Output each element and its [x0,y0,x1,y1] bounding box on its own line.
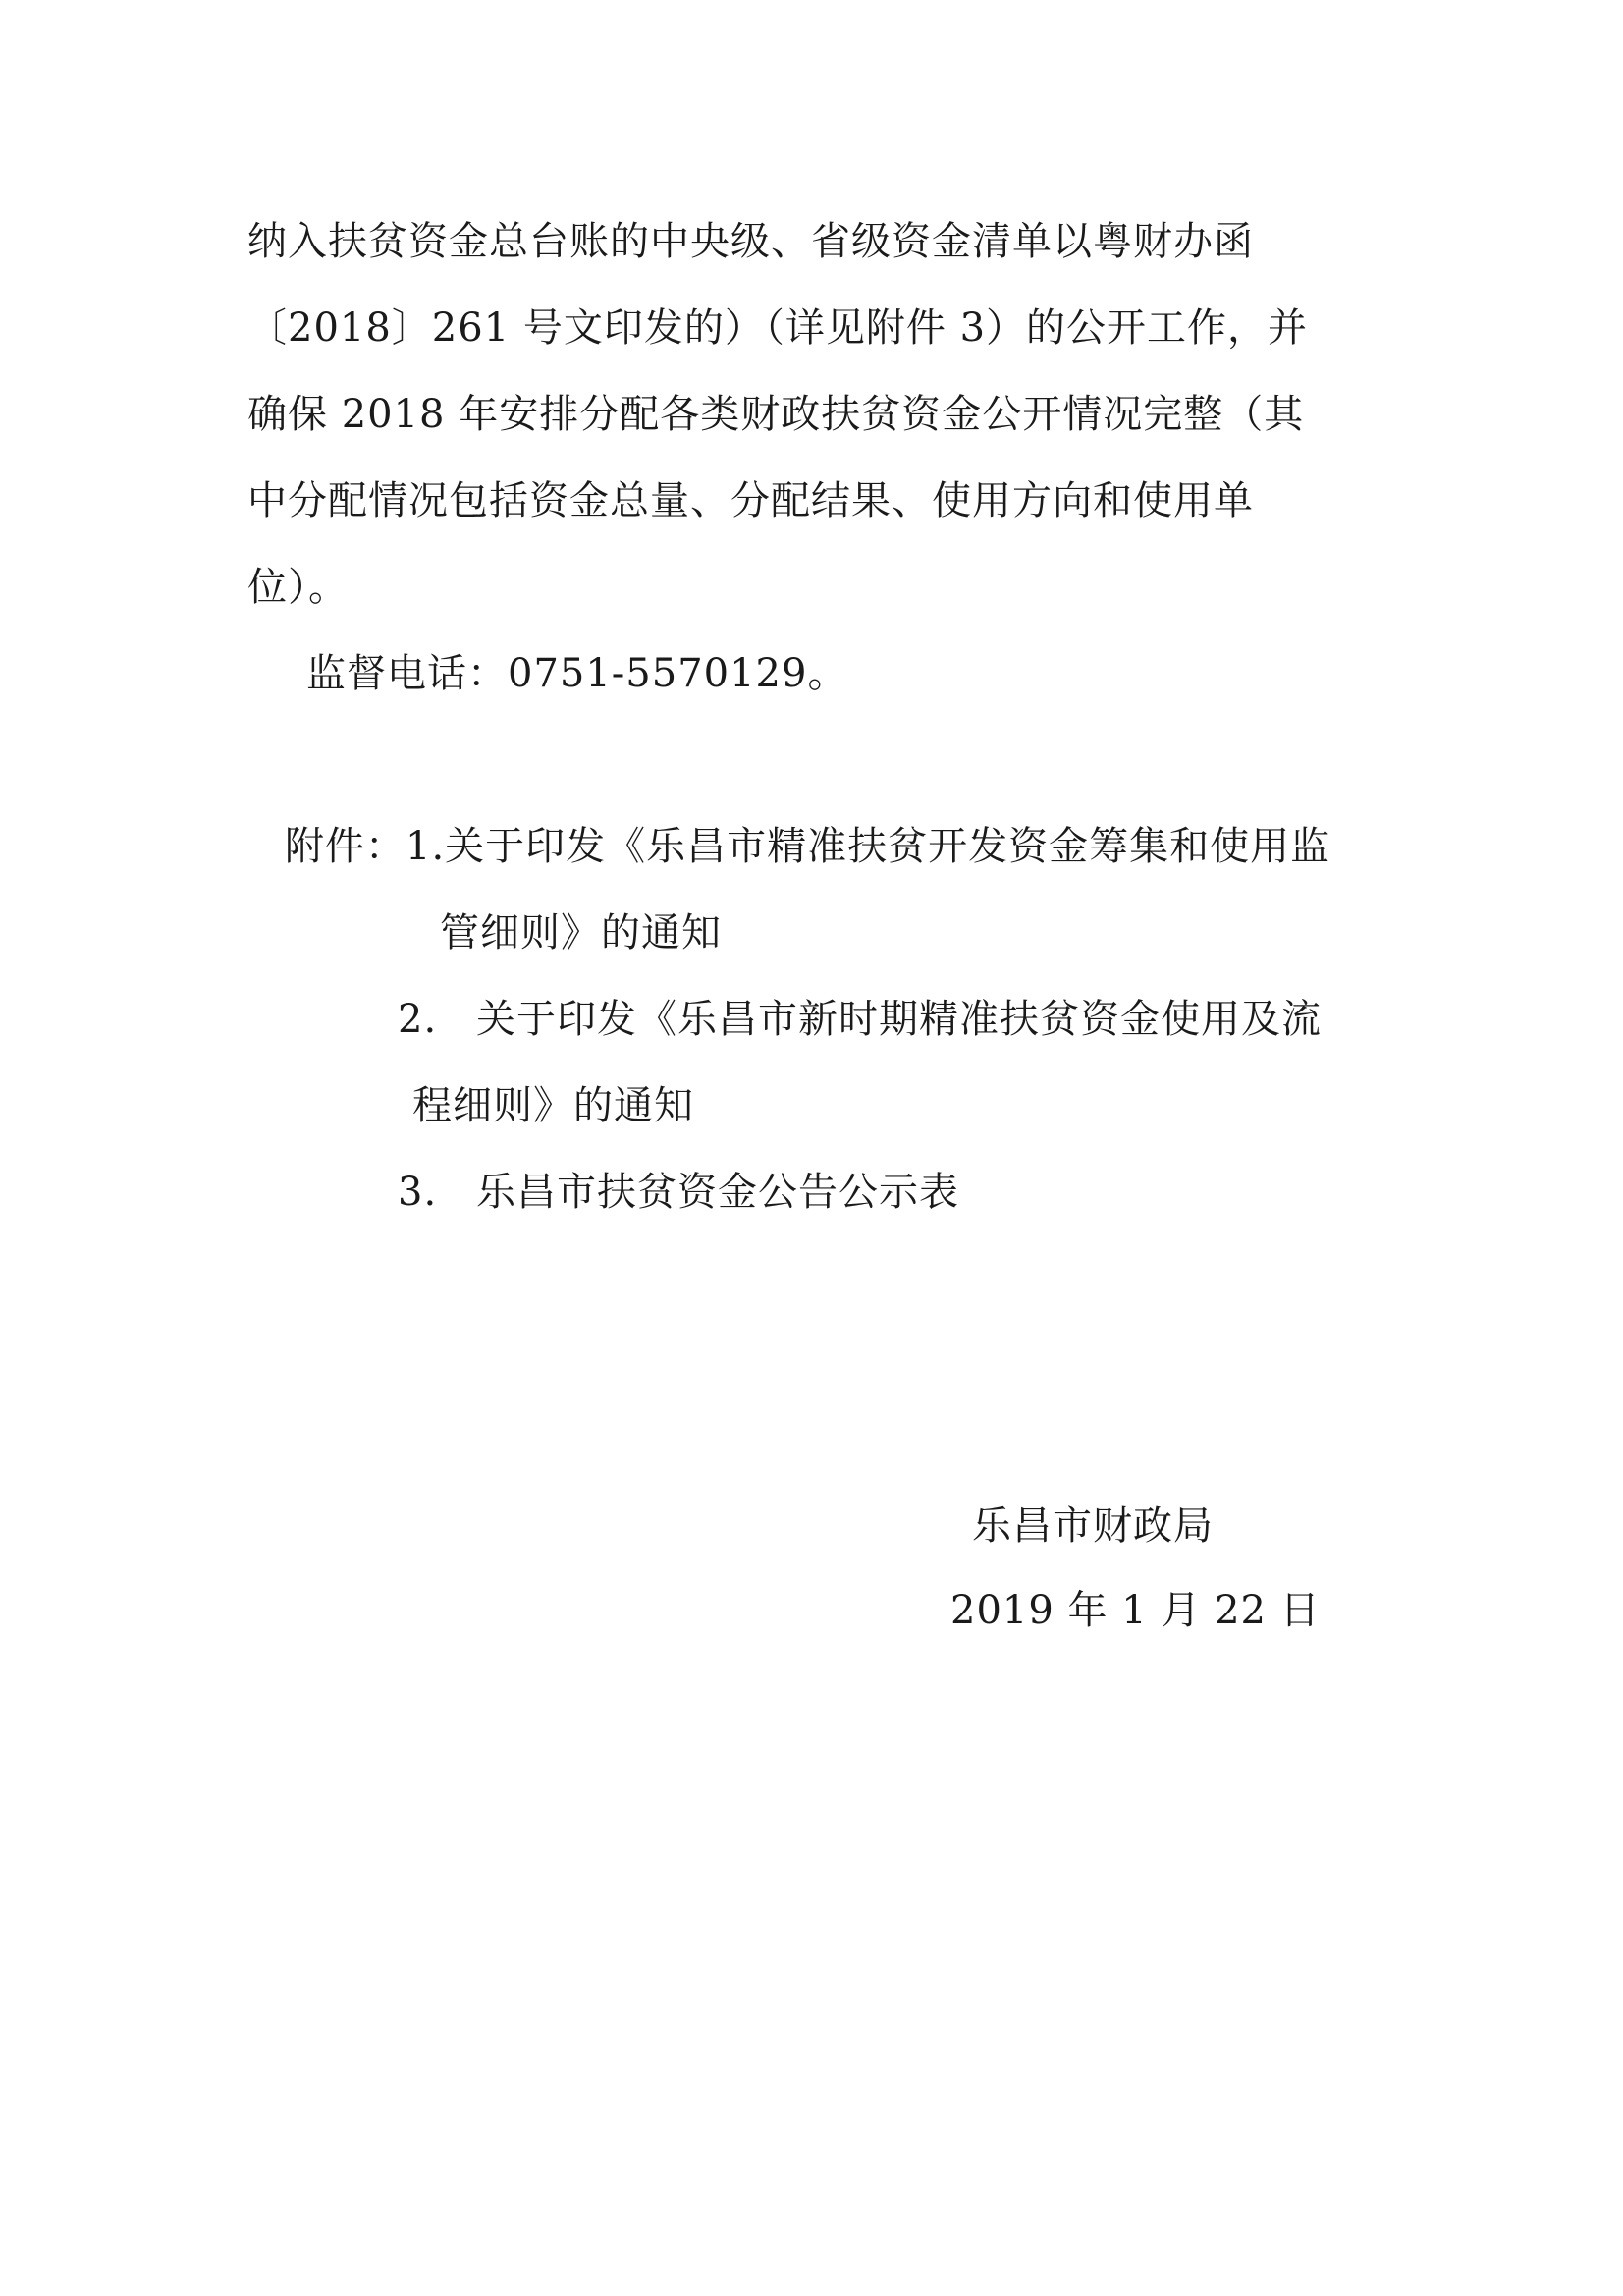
paragraph-line-3: 确保 2018 年安排分配各类财政扶贫资金公开情况完整（其 [247,392,1305,437]
attachment-2-number: 2. [398,997,438,1042]
attachment-2-title-line2: 程细则》的通知 [412,1083,694,1128]
attachment-2-title-line1: 关于印发《乐昌市新时期精准扶贫资金使用及流 [476,997,1322,1042]
attachment-item-3 [398,1170,959,1215]
attachment-3-number: 3. [398,1170,438,1215]
paragraph-line-5: 位）。 [247,565,349,610]
signature-date: 2019 年 1 月 22 日 [950,1588,1321,1633]
attachment-3-title-line1: 乐昌市扶贫资金公告公示表 [476,1170,959,1215]
attachment-1-title-line1: 关于印发《乐昌市精准扶贫开发资金筹集和使用监 [445,824,1331,869]
paragraph-line-2: 〔2018〕261 号文印发的）（详见附件 3）的公开工作，并 [247,305,1309,351]
attachment-1-number: 1. [406,824,446,869]
signature-organization: 乐昌市财政局 [972,1503,1214,1549]
supervision-hotline: 监督电话：0751-5570129。 [306,651,848,696]
attachment-1-title-line2: 管细则》的通知 [440,910,722,956]
paragraph-line-1: 纳入扶贫资金总台账的中央级、省级资金清单以粤财办函 [247,219,1254,264]
paragraph-line-4: 中分配情况包括资金总量、分配结果、使用方向和使用单 [247,478,1254,523]
attachment-item-1 [285,824,1331,869]
attachments-label: 附件： [285,824,406,869]
attachment-item-2 [398,997,1322,1042]
